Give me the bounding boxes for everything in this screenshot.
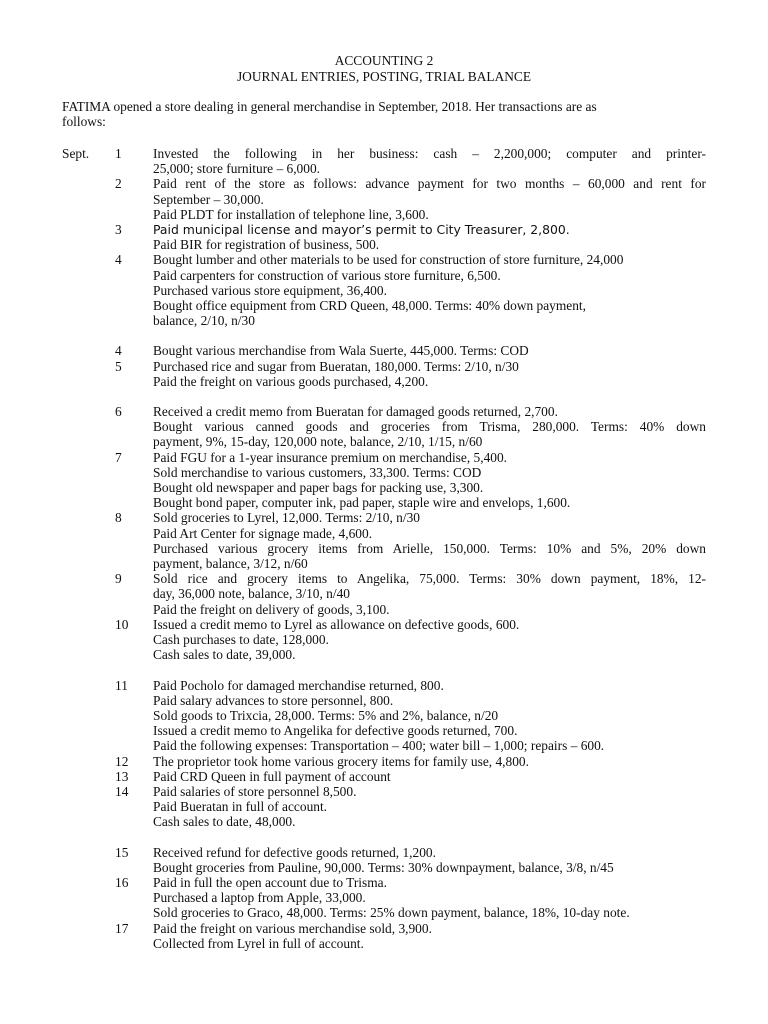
transaction-day: 9 <box>115 571 122 587</box>
transaction-day: 11 <box>115 677 128 693</box>
transaction-entry <box>0 343 768 358</box>
transaction-day: 14 <box>115 783 129 799</box>
transaction-line: Bought old newspaper and paper bags for packing use, 3,300. <box>153 480 484 496</box>
transaction-day: 17 <box>115 920 129 936</box>
transaction-line: Sold groceries to Graco, 48,000. Terms: 25% down payment, balance, 18%, 10-day note. <box>153 905 630 921</box>
transaction-line: Cash sales to date, 39,000. <box>153 647 296 663</box>
transaction-day: 15 <box>115 844 129 860</box>
transaction-line: Issued a credit memo to Lyrel as allowance on defective goods, 600. <box>153 616 520 632</box>
transaction-line: Paid salaries of store personnel 8,500. <box>153 783 357 799</box>
transaction-entry <box>0 921 768 951</box>
transaction-line: Bought groceries from Pauline, 90,000. Terms: 30% downpayment, balance, 3/8, n/45 <box>153 859 614 875</box>
transaction-text <box>153 222 706 252</box>
transaction-line: Paid carpenters for construction of various store furniture, 6,500. <box>153 267 501 283</box>
transaction-line: Purchased various store equipment, 36,400. <box>153 282 387 298</box>
transaction-text <box>153 921 706 951</box>
transaction-day: 13 <box>115 768 129 784</box>
transaction-line: Paid Pocholo for damaged merchandise returned, 800. <box>153 677 444 693</box>
intro-line: follows: <box>62 114 106 130</box>
transaction-line: Invested the following in her business: cash – 2,200,000; computer and printer- <box>153 146 706 161</box>
intro-paragraph <box>62 99 706 129</box>
transaction-text <box>153 784 706 830</box>
transaction-day: 12 <box>115 753 129 769</box>
transaction-line: Paid Bueratan in full of account. <box>153 799 328 815</box>
transaction-line: Paid Art Center for signage made, 4,600. <box>153 525 373 541</box>
transaction-text <box>153 571 706 617</box>
transaction-entry <box>0 176 768 222</box>
transaction-entry <box>0 510 768 571</box>
transaction-entry <box>0 222 768 252</box>
transaction-text <box>153 875 706 921</box>
transaction-line: Bought bond paper, computer ink, pad paper, staple wire and envelops, 1,600. <box>153 495 571 511</box>
transaction-line: Paid FGU for a 1-year insurance premium on merchandise, 5,400. <box>153 449 508 465</box>
transaction-line: Sold groceries to Lyrel, 12,000. Terms: 2/10, n/30 <box>153 510 420 526</box>
transaction-entry <box>0 359 768 389</box>
transaction-entry <box>0 146 768 176</box>
transaction-day: 5 <box>115 358 122 374</box>
transaction-entry <box>0 845 768 875</box>
transaction-line: Bought office equipment from CRD Queen, 48,000. Terms: 40% down payment, <box>153 298 586 314</box>
transaction-line: Paid the freight on various goods purchased, 4,200. <box>153 373 429 389</box>
transaction-list <box>0 146 768 951</box>
transaction-line: Paid the freight on various merchandise sold, 3,900. <box>153 920 432 936</box>
transaction-text <box>153 678 706 754</box>
transaction-line: Paid rent of the store as follows: advance payment for two months – 60,000 and rent for <box>153 176 706 192</box>
transaction-line: Cash purchases to date, 128,000. <box>153 632 329 648</box>
transaction-line: Received a credit memo from Bueratan for damaged goods returned, 2,700. <box>153 404 558 420</box>
transaction-day: 2 <box>115 176 122 192</box>
transaction-text <box>153 252 706 328</box>
transaction-line: Collected from Lyrel in full of account. <box>153 935 364 951</box>
transaction-line: Paid PLDT for installation of telephone line, 3,600. <box>153 206 429 222</box>
transaction-text <box>153 617 706 663</box>
transaction-line: Paid salary advances to store personnel, 800. <box>153 692 394 708</box>
transaction-line: Sold goods to Trixcia, 28,000. Terms: 5% and 2%, balance, n/20 <box>153 707 499 723</box>
transaction-entry <box>0 769 768 784</box>
transaction-line: Bought various canned goods and groceries from Trisma, 280,000. Terms: 40% down <box>153 419 706 435</box>
transaction-line: Paid in full the open account due to Trisma. <box>153 874 387 890</box>
transaction-entry <box>0 875 768 921</box>
transaction-entry <box>0 252 768 328</box>
transaction-entry <box>0 754 768 769</box>
transaction-line: Issued a credit memo to Angelika for defective goods returned, 700. <box>153 723 518 739</box>
course-title: ACCOUNTING 2 <box>334 53 434 68</box>
transaction-day: 4 <box>115 252 122 268</box>
transaction-line: Purchased a laptop from Apple, 33,000. <box>153 890 366 906</box>
transaction-day: 16 <box>115 874 129 890</box>
transaction-entry <box>0 450 768 511</box>
transaction-entry <box>0 571 768 617</box>
transaction-line: Received refund for defective goods returned, 1,200. <box>153 844 436 860</box>
transaction-entry <box>0 678 768 754</box>
transaction-day: 4 <box>115 343 122 359</box>
transaction-line: Bought various merchandise from Wala Suerte, 445,000. Terms: COD <box>153 343 529 359</box>
transaction-line: Sold rice and grocery items to Angelika, 75,000. Terms: 30% down payment, 18%, 12- <box>153 571 706 587</box>
transaction-day: 3 <box>115 222 122 238</box>
transaction-text <box>153 146 706 176</box>
transaction-text <box>153 359 706 389</box>
topic-title: JOURNAL ENTRIES, POSTING, TRIAL BALANCE <box>236 69 532 84</box>
transaction-entry <box>0 404 768 450</box>
transaction-line: Cash sales to date, 48,000. <box>153 814 296 830</box>
transaction-line: The proprietor took home various grocery items for family use, 4,800. <box>153 753 529 769</box>
transaction-line: Paid BIR for registration of business, 500. <box>153 237 380 253</box>
transaction-line: payment, 9%, 15-day, 120,000 note, balance, 2/10, 1/15, n/60 <box>153 434 483 450</box>
transaction-day: 7 <box>115 449 122 465</box>
month-label: Sept. <box>62 146 90 161</box>
transaction-text <box>153 769 706 784</box>
transaction-line: day, 36,000 note, balance, 3/10, n/40 <box>153 586 350 602</box>
transaction-day: 1 <box>115 146 122 161</box>
transaction-text <box>153 450 706 511</box>
transaction-line: Purchased various grocery items from Arielle, 150,000. Terms: 10% and 5%, 20% down <box>153 540 706 556</box>
intro-line: FATIMA opened a store dealing in general merchandise in September, 2018. Her transactions are as <box>62 99 597 114</box>
transaction-line: Paid municipal license and mayor’s permit to City Treasurer, 2,800. <box>153 222 570 238</box>
transaction-entry <box>0 784 768 830</box>
transaction-day: 10 <box>115 616 129 632</box>
transaction-line: Bought lumber and other materials to be used for construction of store furniture, 24,000 <box>153 252 624 268</box>
transaction-text <box>153 845 706 875</box>
transaction-line: balance, 2/10, n/30 <box>153 313 255 329</box>
transaction-line: payment, balance, 3/12, n/60 <box>153 556 308 572</box>
transaction-line: Purchased rice and sugar from Bueratan, 180,000. Terms: 2/10, n/30 <box>153 358 519 374</box>
transaction-line: 25,000; store furniture – 6,000. <box>153 161 320 177</box>
transaction-line: Paid the freight on delivery of goods, 3,100. <box>153 601 390 617</box>
transaction-day: 8 <box>115 510 122 526</box>
transaction-line: Paid the following expenses: Transportation – 400; water bill – 1,000; repairs – 600. <box>153 738 605 754</box>
transaction-entry <box>0 617 768 663</box>
transaction-line: Paid CRD Queen in full payment of account <box>153 768 391 784</box>
transaction-line: Sold merchandise to various customers, 33,300. Terms: COD <box>153 464 482 480</box>
transaction-text <box>153 510 706 571</box>
transaction-day: 6 <box>115 404 122 420</box>
transaction-text <box>153 404 706 450</box>
transaction-text <box>153 176 706 222</box>
transaction-text <box>153 343 706 358</box>
transaction-line: September – 30,000. <box>153 191 264 207</box>
transaction-text <box>153 754 706 769</box>
